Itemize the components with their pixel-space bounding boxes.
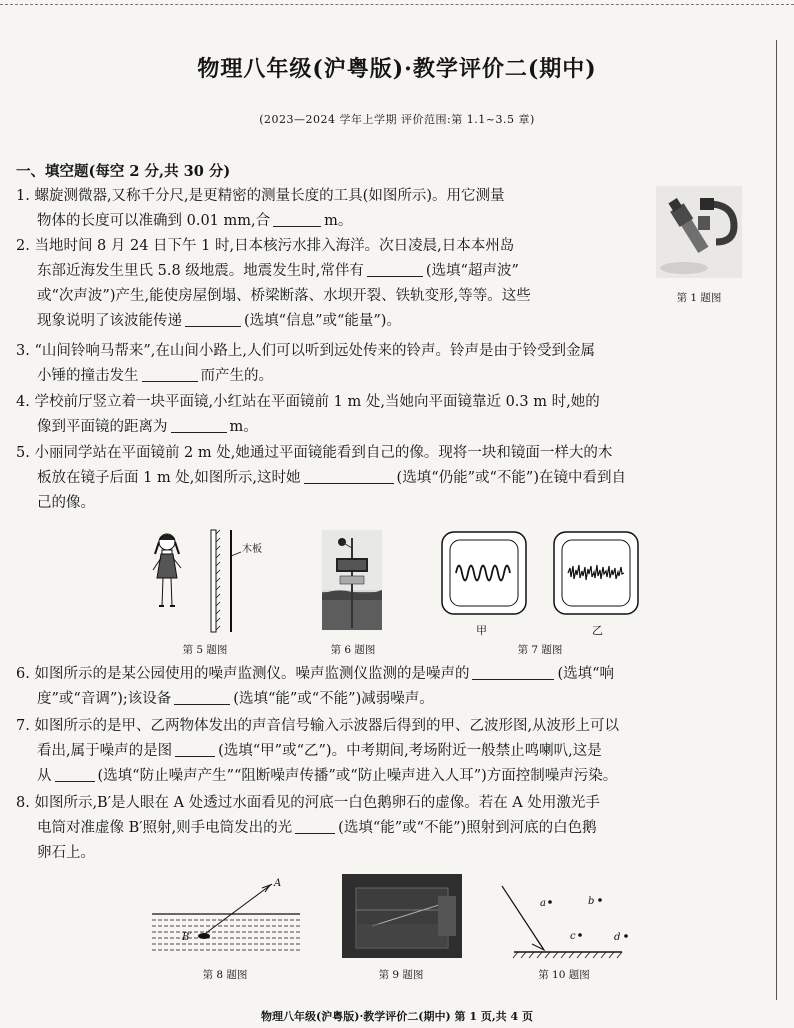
page-subtitle: (2023—2024 学年上学期 评价范围:第 1.1~3.5 章) [259,113,535,126]
question-5 [16,441,626,516]
q4-line1: 4. 学校前厅竖立着一块平面镜,小红站在平面镜前 1 m 处,当她向平面镜靠近 0.3 m 时,她的 [16,394,600,410]
q6-text-b: (选填“响 [557,666,615,682]
question-8 [16,791,600,866]
figure-5 [145,528,265,638]
q7-answer-blank-1[interactable] [175,740,215,757]
q2-line2 [16,259,531,284]
q2-line3: 或“次声波”)产生,能使房屋倒塌、桥梁断落、水坝开裂、铁轨变形,等等。这些 [37,288,531,304]
label-yi: 乙 [592,624,603,637]
mirror-hatch [513,952,622,958]
q7-text-b: (选填“甲”或“乙”)。中考期间,考场附近一般禁止鸣喇叭,这是 [218,743,602,759]
right-border [776,40,777,1000]
q5-text-a: 板放在镜子后面 1 m 处,如图所示,这时她 [37,470,301,486]
q4-answer-blank[interactable] [171,416,227,433]
figure-7 [440,530,640,640]
question-3 [16,339,595,389]
q3-text-b: 而产生的。 [200,368,273,384]
q2-answer-blank-1[interactable] [367,260,423,277]
q5-answer-blank[interactable] [304,467,394,484]
q1-line1: 1. 螺旋测微器,又称千分尺,是更精密的测量长度的工具(如图所示)。用它测量 [16,188,505,204]
q2-line1: 2. 当地时间 8 月 24 日下午 1 时,日本核污水排入海洋。次日凌晨,日本本州岛 [16,238,515,254]
q8-text-a: 电筒对准虚像 B′照射,则手电筒发出的光 [37,820,293,836]
q8-answer-blank[interactable] [295,817,335,834]
q3-text-a: 小锤的撞击发生 [37,368,139,384]
caption-fig8: 第 8 题图 [202,969,248,981]
q4-text-b: m。 [229,419,258,435]
label-b-prime: B′ [182,932,192,943]
q6-line2 [16,687,614,712]
q6-text-c: 度”或“音调”);该设备 [37,691,172,707]
label-a: A [274,878,282,889]
q4-text-a: 像到平面镜的距离为 [37,419,168,435]
question-6 [16,662,614,712]
mirror-frame [211,530,216,632]
figure-8 [152,872,302,962]
q7-answer-blank-2[interactable] [55,765,95,782]
q3-line1: 3. “山间铃响马帮来”,在山间小路上,人们可以听到远处传来的铃声。铃声是由于铃受到金属 [16,343,595,359]
board-label: 木板 [242,544,262,555]
reflection-points-diagram [500,880,630,960]
top-border [0,4,794,5]
q6-answer-blank-2[interactable] [174,688,230,705]
q6-text-d: (选填“能”或“不能”)减弱噪声。 [233,691,434,707]
figure-6 [322,530,382,630]
q2-answer-blank-2[interactable] [185,310,241,327]
question-1 [16,184,504,234]
q7-text-d: (选填“防止噪声产生”“阻断噪声传播”或“防止噪声进入人耳”)方面控制噪声污染。 [97,768,618,784]
mirror-hatch [216,530,220,630]
question-4 [16,390,600,440]
q7-line3 [16,764,619,789]
q5-line1: 5. 小丽同学站在平面镜前 2 m 处,她通过平面镜能看到自己的像。现将一块和镜面一样大的木 [16,445,613,461]
oscilloscope-jia [442,532,526,614]
figure-10 [500,880,630,960]
page-footer: 物理八年级(沪粤版)·教学评价二(期中) 第 1 页,共 4 页 [261,1010,533,1023]
q1-line2 [16,209,504,234]
q7-text-a: 看出,属于噪声的是图 [37,743,173,759]
q8-line2 [16,816,600,841]
girl-figure [153,534,181,606]
q2-text-d: (选填“信息”或“能量”)。 [244,313,401,329]
point-d-label: d [614,932,621,943]
question-2 [16,234,531,334]
q6-answer-blank-1[interactable] [472,663,554,680]
dark-experiment-photo [342,874,462,958]
point-b-label: b [588,896,595,907]
q1-answer-blank[interactable] [273,210,321,227]
question-7 [16,714,619,789]
q8-text-b: (选填“能”或“不能”)照射到河底的白色鹅 [338,820,597,836]
caption-fig6: 第 6 题图 [330,644,376,656]
q1-text-b: m。 [324,213,353,229]
caption-fig1: 第 1 题图 [676,292,722,304]
q8-line3: 卵石上。 [37,845,95,861]
water-refraction-diagram [152,872,302,962]
q7-line2 [16,739,619,764]
micrometer-photo [656,186,742,278]
micrometer-image [656,186,742,278]
q6-line1 [16,662,614,687]
point-c-label: c [570,931,576,942]
point-a-label: a [540,898,546,909]
page-title: 物理八年级(沪粤版)·教学评价二(期中) [197,56,597,82]
caption-fig5: 第 5 题图 [182,644,228,656]
q3-line2 [16,364,595,389]
q5-line2 [16,466,626,491]
caption-fig9: 第 9 题图 [378,969,424,981]
q8-line1: 8. 如图所示,B′是人眼在 A 处透过水面看见的河底一白色鹅卵石的虚像。若在 A 处用激光手 [16,795,600,811]
q7-line1: 7. 如图所示的是甲、乙两物体发出的声音信号输入示波器后得到的甲、乙波形图,从波形上可以 [16,718,620,734]
section-heading-fill-in: 一、填空题(每空 2 分,共 30 分) [16,163,231,180]
label-jia: 甲 [476,624,487,637]
q2-text-b: (选填“超声波” [425,263,519,279]
caption-fig7: 第 7 题图 [517,644,563,656]
waveform-diagram [440,530,640,640]
girl-mirror-diagram [145,528,265,638]
q2-text-a: 东部近海发生里氏 5.8 级地震。地震发生时,常伴有 [37,263,364,279]
q1-text-a: 物体的长度可以准确到 0.01 mm,合 [37,213,271,229]
q2-line4 [16,309,531,334]
noise-monitor-photo [322,530,382,630]
q3-answer-blank[interactable] [142,365,198,382]
q4-line2 [16,415,600,440]
oscilloscope-yi [554,532,638,614]
q7-text-c: 从 [37,768,52,784]
caption-fig10: 第 10 题图 [538,969,590,981]
q5-text-b: (选填“仍能”或“不能”)在镜中看到自 [396,470,626,486]
q6-text-a: 6. 如图所示的是某公园使用的噪声监测仪。噪声监测仪监测的是噪声的 [16,666,470,682]
figure-9 [342,874,462,958]
q2-text-c: 现象说明了该波能传递 [37,313,182,329]
q5-line3: 己的像。 [37,495,95,511]
